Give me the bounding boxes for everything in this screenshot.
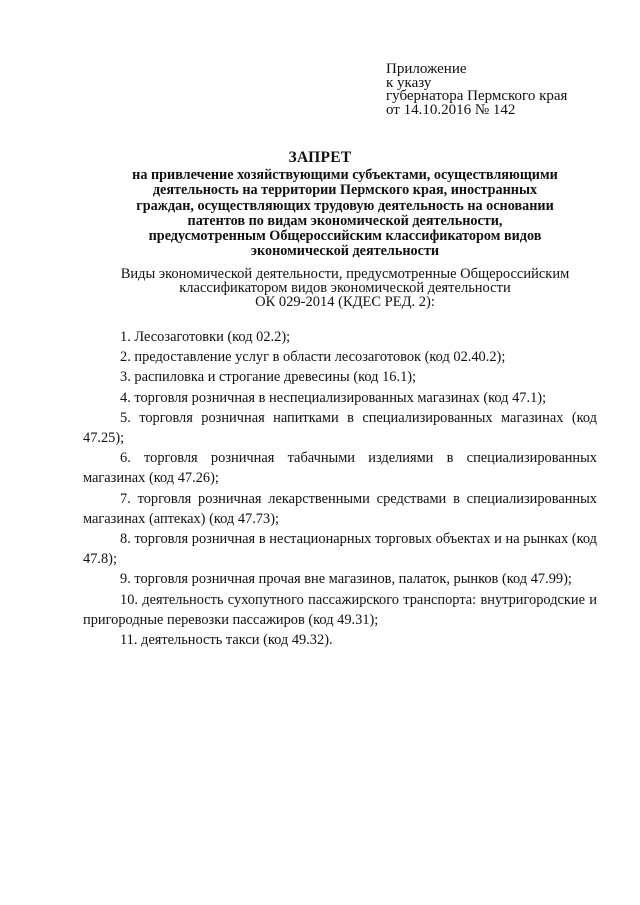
section-heading-line: Виды экономической деятельности, предусмотренные Общероссийским <box>120 266 570 282</box>
activity-list <box>83 327 597 650</box>
list-item: 10. деятельность сухопутного пассажирского транспорта: внутригородские и пригородные перевозки пассажиров (код 49.31); <box>83 591 597 628</box>
subtitle-line: деятельность на территории Пермского края, иностранных <box>152 182 538 199</box>
list-item: 11. деятельность такси (код 49.32). <box>120 632 333 649</box>
list-item: 9. торговля розничная прочая вне магазинов, палаток, рынков (код 47.99); <box>120 571 572 588</box>
section-heading <box>95 267 595 309</box>
section-heading-line: ОК 029-2014 (КДЕС РЕД. 2): <box>255 294 435 310</box>
list-item: 5. торговля розничная напитками в специализированных магазинах (код 47.25); <box>83 409 597 447</box>
annex-line: к указу <box>386 74 432 91</box>
subtitle-line: экономической деятельности <box>250 243 440 260</box>
list-item: 2. предоставление услуг в области лесозаготовок (код 02.40.2); <box>120 349 506 366</box>
list-item: 3. распиловка и строгание древесины (код 16.1); <box>120 369 417 386</box>
subtitle-line: патентов по видам экономической деятельности, <box>187 212 503 229</box>
document-subtitle <box>110 168 580 260</box>
subtitle-line: граждан, осуществляющих трудовую деятельность на основании <box>136 197 554 214</box>
document-title: ЗАПРЕТ <box>288 149 352 166</box>
list-item: 1. Лесозаготовки (код 02.2); <box>120 329 291 345</box>
annex-line: губернатора Пермского края <box>386 88 568 105</box>
list-item: 8. торговля розничная в нестационарных торговых объектах и на рынках (код 47.8); <box>83 531 597 568</box>
annex-block <box>386 63 567 117</box>
annex-line: Приложение <box>386 61 467 77</box>
annex-line: от 14.10.2016 № 142 <box>386 101 516 118</box>
list-item: 6. торговля розничная табачными изделиями в специализированных магазинах (код 47.26); <box>83 450 597 487</box>
subtitle-line: предусмотренным Общероссийским классификатором видов <box>148 228 542 245</box>
section-heading-line: классификатором видов экономической деятельности <box>179 280 511 296</box>
subtitle-line: на привлечение хозяйствующими субъектами, осуществляющими <box>132 167 558 183</box>
list-item: 4. торговля розничная в неспециализированных магазинах (код 47.1); <box>120 389 547 406</box>
list-item: 7. торговля розничная лекарственными средствами в специализированных магазинах (аптеках) (код 47.73); <box>83 490 597 527</box>
